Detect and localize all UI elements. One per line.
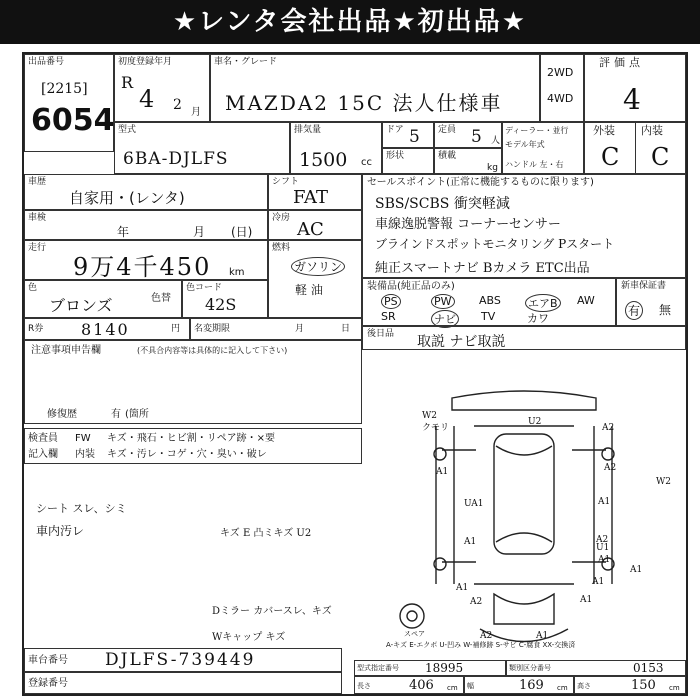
height-value: 150	[631, 678, 656, 693]
model-year-label: モデル年式	[505, 140, 545, 149]
load-label: 積載	[438, 151, 457, 161]
width-box	[464, 676, 574, 694]
inspection-label: 車検	[28, 213, 47, 223]
shape-label: 形状	[386, 151, 405, 161]
dmg-a1-rr2: A1	[630, 565, 643, 575]
height-label: 高さ	[577, 682, 591, 690]
usage-label: 車歴	[28, 177, 47, 187]
fuel-gasoline: ガソリン	[291, 257, 345, 276]
sales-label: セールスポイント(正常に機能するものに限ります)	[367, 177, 594, 188]
sales-line-3: ブラインドスポットモニタリング Pスタート	[375, 237, 615, 251]
lot-code: [2215]	[41, 81, 88, 97]
dmg-a1-ld: A1	[464, 537, 477, 547]
model-label: 車名・グレード	[214, 57, 278, 67]
dmg-a1-lr: A1	[456, 583, 469, 593]
dmg-a2-fr2: A2	[604, 463, 617, 473]
owner-month-unit: 月	[295, 324, 305, 334]
class-label: 類別区分番号	[509, 664, 551, 672]
dmg-a2-fr: A2	[602, 423, 615, 433]
chassis-value: DJLFS-739449	[105, 650, 256, 670]
mileage-unit: km	[229, 267, 245, 278]
warranty-no: 無	[659, 303, 672, 317]
height-unit: cm	[669, 684, 680, 692]
width-value: 169	[519, 678, 544, 693]
load-unit: kg	[487, 163, 498, 173]
sales-line-4: 純正スマートナビ Bカメラ ETC出品	[375, 261, 590, 276]
fuel-label: 燃料	[272, 243, 291, 253]
inspection-month-unit: 月	[193, 225, 206, 239]
dmg-spare: スペア	[404, 630, 425, 638]
recycle-unit: 円	[171, 324, 181, 334]
equip-sr: SR	[381, 310, 396, 323]
width-label: 幅	[467, 682, 474, 690]
first-reg-label: 初度登録年月	[118, 57, 173, 67]
grade-label: 評価点	[599, 56, 644, 69]
displacement-unit: cc	[361, 157, 372, 168]
car-damage-diagram	[24, 54, 686, 694]
remark-1: シート スレ、シミ	[36, 502, 127, 515]
dmg-a1-rear: A1	[580, 595, 593, 605]
remark-4: Dミラー カバースレ、キズ	[212, 606, 332, 617]
designation-value: 18995	[425, 661, 464, 675]
displacement-value: 1500	[299, 149, 348, 171]
repair-label: 修復歴	[47, 409, 77, 420]
class-value: 0153	[633, 661, 664, 675]
color-label: 色	[28, 283, 38, 293]
first-reg-month: 2	[173, 97, 182, 113]
dmg-w2-right: W2	[656, 477, 671, 487]
marks-row2: キズ・汚レ・コゲ・穴・臭い・破レ	[107, 449, 267, 460]
after-items-label: 後日品	[367, 329, 395, 339]
first-reg-year: 4	[139, 85, 155, 113]
dmg-a1-rr: A1	[592, 577, 605, 587]
type-value: 6BA-DJLFS	[123, 149, 229, 169]
capacity-value: 5	[471, 127, 482, 147]
owner-label: 名変期限	[194, 324, 231, 334]
mileage-value: 9万4千450	[73, 253, 212, 281]
remark-2: 車内汚レ	[36, 524, 85, 538]
length-box	[354, 676, 464, 694]
inspector-sub: 記入欄	[28, 449, 58, 460]
handle-label: ハンドル 左・右	[505, 160, 564, 169]
damage-legend: A-キズ E-エクボ U-凹み W-補修跡 S-サビ C-腐食 XX-交換済	[386, 641, 576, 649]
dmg-a1-rd: A1	[598, 497, 611, 507]
dmg-ua1-side: UA1	[464, 499, 484, 509]
capacity-unit: 人	[491, 136, 501, 146]
equip-tv: TV	[481, 310, 496, 323]
grade-value: 4	[623, 83, 641, 116]
recycle-value: 8140	[81, 320, 130, 339]
type-label: 型式	[118, 125, 137, 135]
sales-line-1: SBS/SCBS 衝突軽減	[375, 196, 510, 212]
chassis-label: 車台番号	[28, 655, 68, 666]
shift-label: シフト	[272, 177, 300, 187]
interior-label: 内装	[641, 124, 663, 137]
color-value: ブロンズ	[49, 296, 113, 315]
drive-2wd: 2WD	[547, 66, 574, 79]
sales-line-2: 車線逸脱警報 コーナーセンサー	[375, 217, 561, 232]
capacity-label: 定員	[438, 125, 457, 135]
fuel-light-oil: 軽 油	[295, 283, 323, 297]
equip-aw: AW	[577, 294, 595, 307]
dmg-a1-rd2: A1	[598, 555, 611, 565]
recycle-label: R券	[28, 324, 44, 334]
ac-label: 冷房	[272, 213, 291, 223]
dmg-u1-rr: U1	[596, 543, 610, 553]
lot-label: 出品番号	[28, 57, 65, 67]
dmg-a2-lr: A2	[470, 597, 483, 607]
exterior-label: 外装	[593, 124, 615, 137]
class-box	[506, 660, 686, 676]
first-reg-month-unit: 月	[191, 107, 201, 118]
color-code-label: 色コード	[186, 283, 223, 293]
interior-grade: C	[651, 143, 670, 171]
auction-banner: ★レンタ会社出品★初出品★	[0, 0, 700, 44]
dealer-label: ディーラー・並行	[505, 126, 569, 135]
length-value: 406	[409, 678, 434, 693]
marks-row2-label: 内装	[75, 449, 95, 460]
inspection-year-unit: 年	[117, 225, 130, 239]
exterior-grade: C	[601, 143, 620, 171]
model-name: MAZDA2 15C 法人仕様車	[225, 91, 503, 115]
color-tone-label: 色替	[151, 293, 171, 304]
chassis-box	[24, 648, 342, 672]
length-label: 長さ	[357, 682, 371, 690]
doors-label: ドア	[386, 125, 404, 135]
equipment-label: 装備品(純正品のみ)	[367, 281, 455, 292]
inspector-label: 検査員	[28, 433, 58, 444]
equip-airbag: エアB	[525, 294, 561, 312]
notes-label: 注意事項申告欄	[31, 345, 101, 356]
lot-number: 6054	[31, 103, 115, 138]
equip-navi: ナビ	[431, 310, 459, 328]
dmg-a1-bumper: A1	[536, 631, 549, 641]
designation-box	[354, 660, 506, 676]
remark-5: Wキャップ キズ	[212, 632, 286, 643]
dmg-w2-label: W2	[422, 411, 437, 421]
repair-place: (箇所	[125, 409, 149, 420]
equip-pw: PW	[431, 294, 455, 309]
registration-box	[24, 672, 342, 694]
equip-leather: カワ	[527, 312, 549, 325]
dmg-a2-bumper: A2	[480, 631, 493, 641]
dmg-a1-lf: A1	[436, 467, 449, 477]
height-box	[574, 676, 686, 694]
width-unit: cm	[557, 684, 568, 692]
marks-row1: キズ・飛石・ヒビ割・リペア跡・×要	[107, 433, 275, 444]
usage-value: 自家用・(レンタ)	[69, 189, 185, 207]
doors-value: 5	[409, 127, 420, 147]
owner-day-unit: 日	[341, 324, 351, 334]
after-items-value: 取説 ナビ取説	[417, 334, 506, 350]
mileage-label: 走行	[28, 243, 47, 253]
drive-4wd: 4WD	[547, 92, 574, 105]
dmg-a2-rd: A2	[596, 535, 609, 545]
marks-row1-label: FW	[75, 433, 91, 444]
first-reg-era: R	[121, 73, 134, 92]
inspection-day-unit: (日)	[231, 225, 253, 239]
equip-abs: ABS	[479, 294, 501, 307]
length-unit: cm	[447, 684, 458, 692]
designation-label: 型式指定番号	[357, 664, 399, 672]
shift-value: FAT	[293, 187, 328, 208]
equip-ps: PS	[381, 294, 401, 309]
displacement-label: 排気量	[294, 125, 322, 135]
repair-yes: 有	[111, 409, 121, 420]
notes-sub: (不具合内容等は具体的に記入して下さい)	[137, 346, 288, 355]
remark-3: キズ E 凸ミキズ U2	[220, 528, 312, 539]
dmg-kumori-label: クモリ	[422, 423, 450, 433]
registration-label: 登録番号	[28, 678, 68, 689]
warranty-label: 新車保証書	[621, 281, 667, 291]
dmg-u2-roof: U2	[528, 417, 542, 427]
warranty-yes: 有	[625, 301, 643, 320]
ac-value: AC	[297, 219, 324, 240]
color-code-value: 42S	[205, 295, 237, 314]
auction-sheet	[22, 52, 688, 696]
